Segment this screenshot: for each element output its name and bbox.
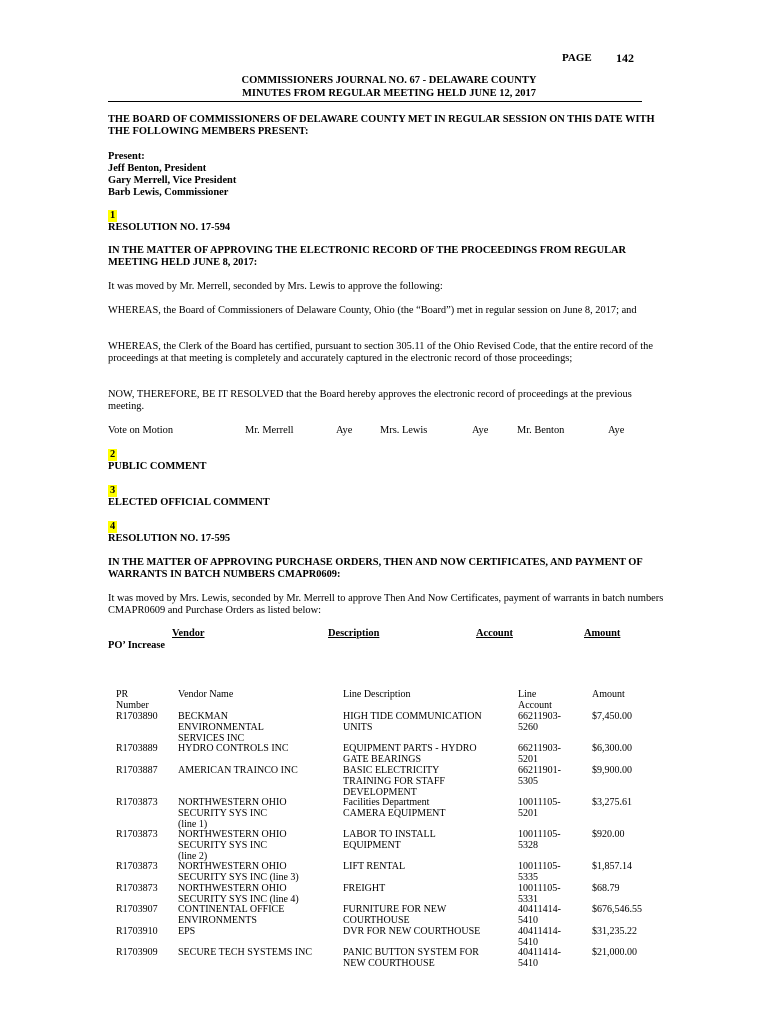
- vote-label: Vote on Motion: [108, 425, 174, 436]
- table-cell-pr: R1703890: [116, 711, 158, 722]
- item-4-matter: IN THE MATTER OF APPROVING PURCHASE ORDERS, THEN AND NOW CERTIFICATES, AND PAYMENT OF WARRANTS IN BATCH NUMBERS CMAPR0609:: [108, 557, 643, 580]
- table-cell-amt: $68.79: [592, 883, 620, 894]
- item-4-moved: It was moved by Mrs. Lewis, seconded by Mr. Merrell to approve Then And Now Certificates, payment of warrants in batch numbers CMAPR0609 and Purchase Orders as listed below:: [108, 593, 664, 616]
- table-cell-vendor: HYDRO CONTROLS INC: [178, 743, 289, 754]
- table-cell-vendor: NORTHWESTERN OHIO SECURITY SYS INC (line 4): [178, 883, 299, 905]
- table-cell-vendor: BECKMAN ENVIRONMENTAL SERVICES INC: [178, 711, 264, 744]
- table-cell-vendor: SECURE TECH SYSTEMS INC: [178, 947, 313, 958]
- table-cell-desc: LIFT RENTAL: [343, 861, 406, 872]
- table-cell-amt: $3,275.61: [592, 797, 632, 808]
- table-cell-pr: R1703887: [116, 765, 158, 776]
- table-cell-acct: 40411414- 5410: [518, 904, 561, 926]
- table-cell-vendor: NORTHWESTERN OHIO SECURITY SYS INC (line 3): [178, 861, 299, 883]
- vote-benton-name: Mr. Benton: [517, 425, 565, 436]
- vote-lewis-name: Mrs. Lewis: [380, 425, 428, 436]
- item-1-whereas-2: WHEREAS, the Clerk of the Board has certified, pursuant to section 305.11 of the Ohio Revised Code, that the entire record of the proceedings at that meeting is completely and accurately captured in the electronic record of those proceedings;: [108, 341, 653, 364]
- member-lewis: Barb Lewis, Commissioner: [108, 187, 229, 198]
- table-cell-acct: 40411414- 5410: [518, 947, 561, 969]
- header-cell-acct: Line Account: [518, 689, 552, 711]
- item-1-whereas-1: WHEREAS, the Board of Commissioners of Delaware County, Ohio (the “Board”) met in regular session on June 8, 2017; and: [108, 305, 637, 316]
- header-cell-desc: Line Description: [343, 689, 411, 700]
- table-cell-acct: 10011105- 5201: [518, 797, 561, 819]
- item-1-matter: IN THE MATTER OF APPROVING THE ELECTRONIC RECORD OF THE PROCEEDINGS FROM REGULAR MEETING HELD JUNE 8, 2017:: [108, 245, 627, 268]
- page-number: 142: [616, 51, 634, 65]
- table-cell-amt: $31,235.22: [592, 926, 637, 937]
- item-1-marker: 1: [110, 210, 116, 221]
- table-cell-pr: R1703889: [116, 743, 158, 754]
- table-cell-desc: HIGH TIDE COMMUNICATION UNITS: [343, 711, 482, 733]
- table-cell-desc: PANIC BUTTON SYSTEM FOR NEW COURTHOUSE: [343, 947, 479, 969]
- item-2-marker: 2: [110, 449, 116, 460]
- member-merrell: Gary Merrell, Vice President: [108, 175, 237, 186]
- table-cell-acct: 10011105- 5335: [518, 861, 561, 883]
- table-cell-pr: R1703910: [116, 926, 158, 937]
- table-cell-desc: FREIGHT: [343, 883, 386, 894]
- public-comment-heading: PUBLIC COMMENT: [108, 461, 207, 472]
- item-3-marker: 3: [110, 485, 116, 496]
- table-cell-vendor: NORTHWESTERN OHIO SECURITY SYS INC (line 1): [178, 797, 287, 830]
- table-cell-pr: R1703873: [116, 829, 158, 840]
- table-cell-amt: $21,000.00: [592, 947, 637, 958]
- item-1-moved: It was moved by Mr. Merrell, seconded by Mrs. Lewis to approve the following:: [108, 281, 443, 292]
- table-cell-amt: $6,300.00: [592, 743, 632, 754]
- vote-benton-value: Aye: [608, 425, 625, 436]
- table-cell-desc: LABOR TO INSTALL EQUIPMENT: [343, 829, 436, 851]
- header-cell-pr: PR Number: [116, 689, 149, 711]
- table-cell-vendor: CONTINENTAL OFFICE ENVIRONMENTS: [178, 904, 285, 926]
- vote-lewis-value: Aye: [472, 425, 489, 436]
- table-cell-acct: 66211901- 5305: [518, 765, 561, 787]
- table-cell-acct: 10011105- 5328: [518, 829, 561, 851]
- item-1-resolved: NOW, THEREFORE, BE IT RESOLVED that the Board hereby approves the electronic record of proceedings at the previous meeting.: [108, 389, 632, 412]
- table-cell-desc: FURNITURE FOR NEW COURTHOUSE: [343, 904, 447, 926]
- table-cell-pr: R1703873: [116, 883, 158, 894]
- table-cell-amt: $1,857.14: [592, 861, 632, 872]
- member-benton: Jeff Benton, President: [108, 163, 207, 174]
- resolution-17-594: RESOLUTION NO. 17-594: [108, 222, 231, 233]
- minutes-title: MINUTES FROM REGULAR MEETING HELD JUNE 12, 2017: [241, 88, 537, 99]
- table-cell-acct: 66211903- 5260: [518, 711, 561, 733]
- table-cell-vendor: NORTHWESTERN OHIO SECURITY SYS INC (line 2): [178, 829, 287, 862]
- page-label: PAGE: [562, 52, 592, 64]
- journal-title: COMMISSIONERS JOURNAL NO. 67 - DELAWARE COUNTY: [241, 75, 537, 86]
- table-cell-amt: $7,450.00: [592, 711, 632, 722]
- header-cell-amt: Amount: [592, 689, 625, 700]
- table-cell-vendor: AMERICAN TRAINCO INC: [178, 765, 298, 776]
- col-header-amount: Amount: [584, 628, 621, 639]
- vote-merrell-value: Aye: [336, 425, 353, 436]
- col-header-description: Description: [328, 628, 380, 639]
- item-4-marker: 4: [110, 521, 116, 532]
- table-cell-desc: Facilities Department CAMERA EQUIPMENT: [343, 797, 446, 819]
- table-cell-pr: R1703907: [116, 904, 158, 915]
- table-cell-acct: 66211903- 5201: [518, 743, 561, 765]
- table-cell-amt: $9,900.00: [592, 765, 632, 776]
- table-cell-pr: R1703873: [116, 861, 158, 872]
- intro-text: THE BOARD OF COMMISSIONERS OF DELAWARE COUNTY MET IN REGULAR SESSION ON THIS DATE WITH THE FOLLOWING MEMBERS PRESENT:: [108, 114, 655, 137]
- col-header-account: Account: [476, 628, 513, 639]
- table-cell-amt: $676,546.55: [592, 904, 642, 915]
- vote-merrell-name: Mr. Merrell: [245, 425, 294, 436]
- table-cell-desc: DVR FOR NEW COURTHOUSE: [343, 926, 481, 937]
- table-cell-desc: EQUIPMENT PARTS - HYDRO GATE BEARINGS: [343, 743, 477, 765]
- table-cell-amt: $920.00: [592, 829, 625, 840]
- header-cell-vendor: Vendor Name: [178, 689, 234, 700]
- po-increase-label: PO’ Increase: [108, 640, 166, 651]
- present-label: Present:: [108, 151, 145, 162]
- elected-official-comment-heading: ELECTED OFFICIAL COMMENT: [108, 497, 270, 508]
- col-header-vendor: Vendor: [172, 628, 205, 639]
- table-cell-desc: BASIC ELECTRICITY TRAINING FOR STAFF DEVELOPMENT: [343, 765, 445, 798]
- table-cell-acct: 10011105- 5331: [518, 883, 561, 905]
- table-cell-pr: R1703873: [116, 797, 158, 808]
- table-cell-acct: 40411414- 5410: [518, 926, 561, 948]
- table-cell-vendor: EPS: [178, 926, 196, 937]
- table-cell-pr: R1703909: [116, 947, 158, 958]
- resolution-17-595: RESOLUTION NO. 17-595: [108, 533, 231, 544]
